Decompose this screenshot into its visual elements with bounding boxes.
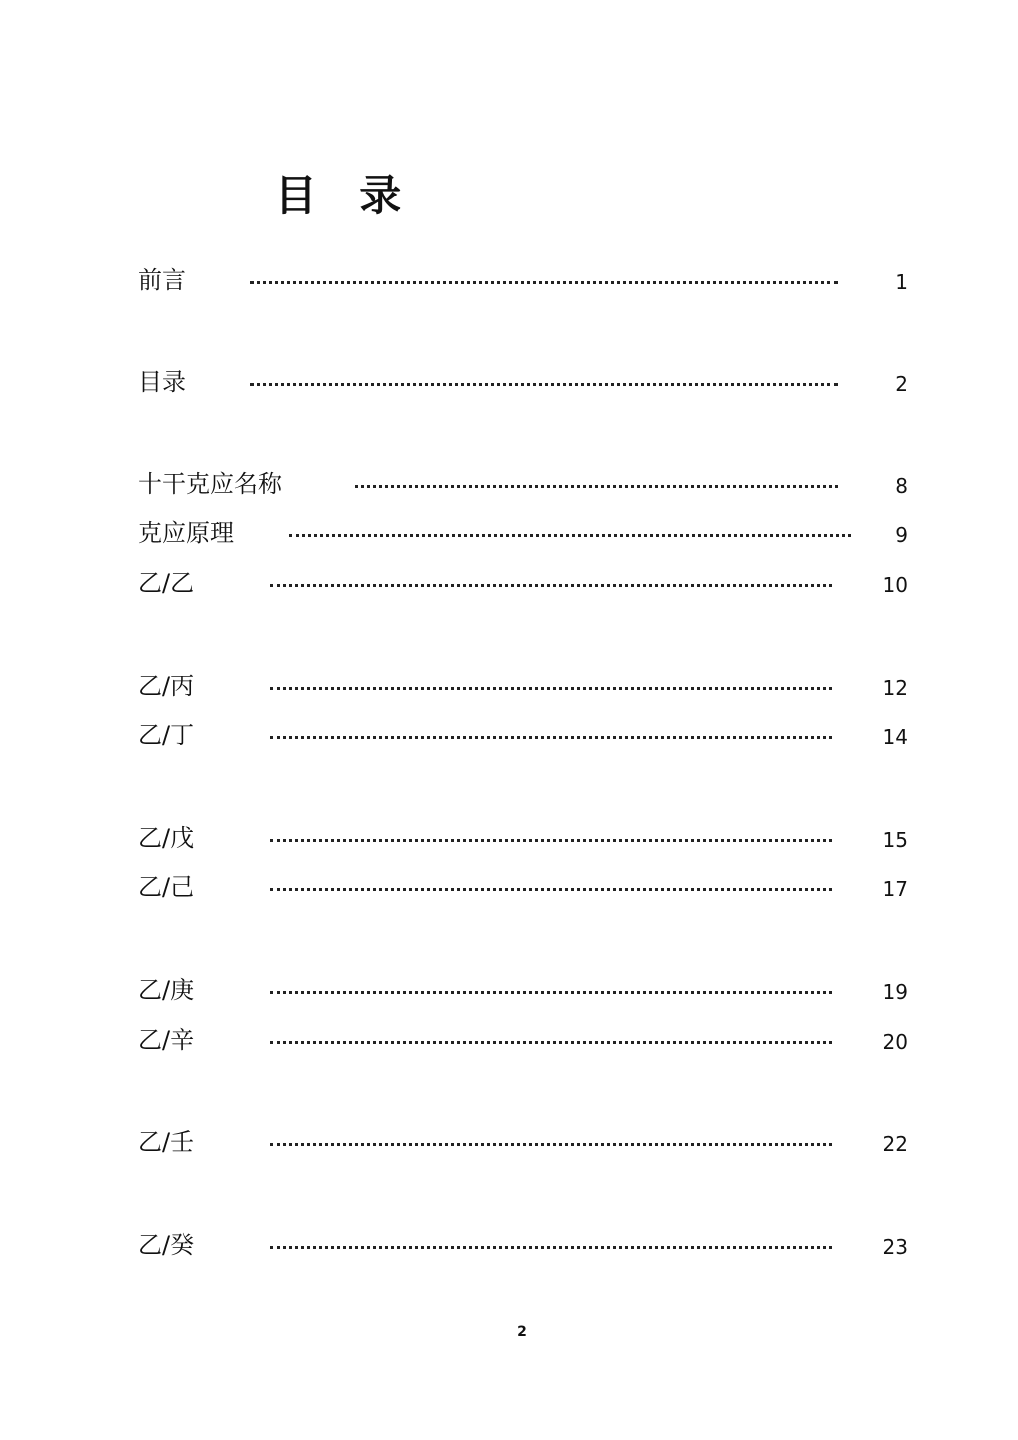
toc-entry[interactable]	[0, 668, 1018, 704]
toc-entry[interactable]	[0, 717, 1018, 753]
dot-leader	[270, 1143, 832, 1146]
toc-entry-page: 17	[882, 877, 908, 901]
dot-leader	[270, 1246, 832, 1249]
toc-entry-page: 12	[882, 676, 908, 700]
toc-entry[interactable]	[0, 515, 1018, 551]
toc-entry[interactable]	[0, 869, 1018, 905]
toc-entry-label: 克应原理	[138, 519, 234, 547]
toc-entry-page: 19	[882, 980, 908, 1004]
toc-entry-label: 十干克应名称	[138, 470, 282, 498]
toc-entry-page: 22	[882, 1132, 908, 1156]
toc-entry-page: 9	[895, 523, 908, 547]
dot-leader	[250, 383, 838, 386]
toc-entry[interactable]	[0, 565, 1018, 601]
toc-entry-label: 乙/辛	[138, 1026, 195, 1054]
toc-entry-page: 8	[895, 474, 908, 498]
dot-leader	[270, 687, 832, 690]
toc-entry-label: 乙/戊	[138, 824, 195, 852]
toc-entry[interactable]	[0, 364, 1018, 400]
toc-entry-label: 乙/壬	[138, 1128, 195, 1156]
dot-leader	[270, 736, 832, 739]
toc-entry-page: 15	[882, 828, 908, 852]
dot-leader	[270, 1041, 832, 1044]
toc-entry-label: 乙/庚	[138, 976, 195, 1004]
dot-leader	[270, 584, 832, 587]
dot-leader	[270, 991, 832, 994]
dot-leader	[289, 534, 851, 537]
page-number: 2	[517, 1324, 527, 1340]
toc-entry[interactable]	[0, 1227, 1018, 1263]
toc-entry-label: 目录	[138, 368, 186, 396]
toc-entry-label: 乙/乙	[138, 569, 195, 597]
dot-leader	[250, 281, 838, 284]
toc-entry-label: 乙/己	[138, 873, 195, 901]
toc-entry-page: 14	[882, 725, 908, 749]
toc-entry[interactable]	[0, 820, 1018, 856]
toc-entry-page: 10	[882, 573, 908, 597]
toc-entry[interactable]	[0, 1022, 1018, 1058]
page-title: 目 录	[274, 171, 416, 220]
toc-entry-label: 乙/丙	[138, 672, 195, 700]
toc-entry[interactable]	[0, 972, 1018, 1008]
toc-entry-page: 2	[895, 372, 908, 396]
toc-entry-label: 乙/丁	[138, 721, 195, 749]
toc-entry-page: 20	[882, 1030, 908, 1054]
toc-entry-label: 前言	[138, 266, 186, 294]
toc-entry[interactable]	[0, 262, 1018, 298]
toc-entry[interactable]	[0, 466, 1018, 502]
toc-entry-page: 23	[882, 1235, 908, 1259]
dot-leader	[270, 839, 832, 842]
toc-entry-label: 乙/癸	[138, 1231, 195, 1259]
dot-leader	[270, 888, 832, 891]
dot-leader	[355, 485, 838, 488]
toc-entry-page: 1	[895, 270, 908, 294]
toc-entry[interactable]	[0, 1124, 1018, 1160]
